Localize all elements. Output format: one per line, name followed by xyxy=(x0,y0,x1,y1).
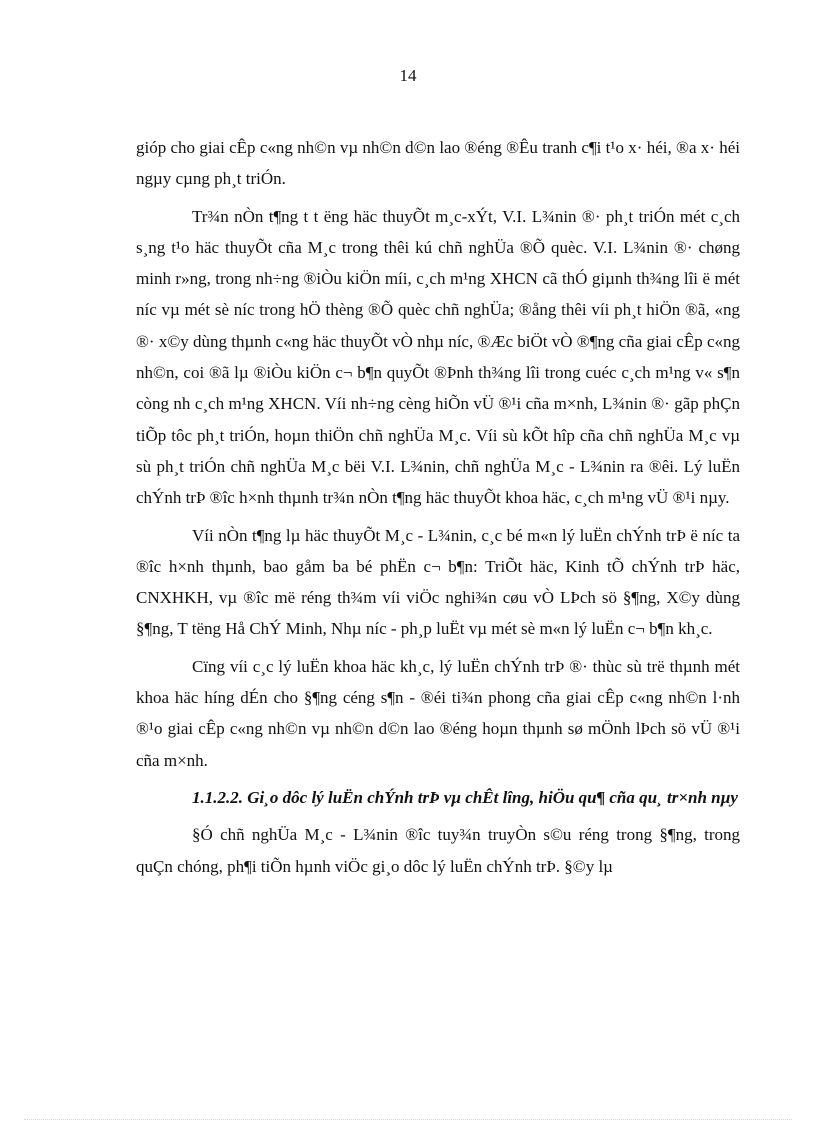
paragraph-3: Víi nÒn t¶ng lµ häc thuyÕt M¸c - L¾nin, c¸c bé m«n lý luËn chÝnh trÞ ë níc ta ®îc h×nh thµnh, bao gåm ba bé phËn c¬ b¶n: TriÕt häc, Kinh tÕ chÝnh trÞ häc, CNXHKH, vµ ®îc më réng th¾m víi viÖc nghi¾n cøu vÒ LÞch sö §¶ng, X©y dùng §¶ng, T tëng Hå ChÝ Minh, Nhµ níc - ph¸p luËt vµ mét sè m«n lý luËn c¬ b¶n kh¸c. xyxy=(136,525,740,639)
body-text xyxy=(136,132,740,888)
section-heading: 1.1.2.2. Gi¸o dôc lý luËn chÝnh trÞ vµ chÊt lîng, hiÖu qu¶ cña qu¸ tr×nh nµy xyxy=(192,787,738,807)
page-bottom-divider xyxy=(24,1119,792,1120)
paragraph-2: Tr¾n nÒn t¶ng t t ëng häc thuyÕt m¸c-xÝt, V.I. L¾nin ®· ph¸t triÓn mét c¸ch s¸ng t¹o häc thuyÕt cña M¸c trong thêi kú chñ nghÜa ®Õ quèc. V.I. L¾nin ®· chøng minh r»ng, trong nh÷ng ®iÒu kiÖn míi, c¸ch m¹ng XHCN cã thÓ giµnh th¾ng lîi ë mét níc vµ mét sè níc trong hÖ thèng ®Õ quèc chñ nghÜa; ®ång thêi víi ph¸t hiÖn ®ã, «ng ®· x©y dùng thµnh c«ng häc thuyÕt vÒ nhµ níc, ®Æc biÖt vÒ ®¶ng cña giai cÊp c«ng nh©n, coi ®ã lµ ®iÒu kiÖn c¬ b¶n quyÕt ®Þnh th¾ng lîi trong cuéc c¸ch m¹ng v« s¶n còng nh c¸ch m¹ng XHCN. Víi nh÷ng cèng hiÕn vÜ ®¹i cña m×nh, L¾nin ®· gãp phÇn tiÕp tôc ph¸t triÓn, hoµn thiÖn chñ nghÜa M¸c. Víi sù kÕt hîp cña chñ nghÜa M¸c vµ sù ph¸t triÓn chñ nghÜa M¸c bëi V.I. L¾nin, chñ nghÜa M¸c - L¾nin ra ®êi. Lý luËn chÝnh trÞ ®îc h×nh thµnh tr¾n nÒn t¶ng häc thuyÕt khoa häc, c¸ch m¹ng vÜ ®¹i nµy. xyxy=(136,206,740,508)
page-number: 14 xyxy=(399,66,417,85)
paragraph-4: Cïng víi c¸c lý luËn khoa häc kh¸c, lý luËn chÝnh trÞ ®· thùc sù trë thµnh mét khoa häc híng dÉn cho §¶ng céng s¶n - ®éi ti¾n phong cña giai cÊp c«ng nh©n l·nh ®¹o giai cÊp c«ng nh©n vµ nh©n d©n lao ®éng hoµn thµnh sø mÖnh lÞch sö vÜ ®¹i cña m×nh. xyxy=(136,656,740,770)
paragraph-5: §Ó chñ nghÜa M¸c - L¾nin ®îc tuy¾n truyÒn s©u réng trong §¶ng, trong quÇn chóng, ph¶i tiÕn hµnh viÖc gi¸o dôc lý luËn chÝnh trÞ. §©y lµ xyxy=(136,825,740,876)
paragraph-1: gióp cho giai cÊp c«ng nh©n vµ nh©n d©n lao ®éng ®Êu tranh c¶i t¹o x· héi, ®a x· héi ngµy cµng ph¸t triÓn. xyxy=(136,138,740,189)
